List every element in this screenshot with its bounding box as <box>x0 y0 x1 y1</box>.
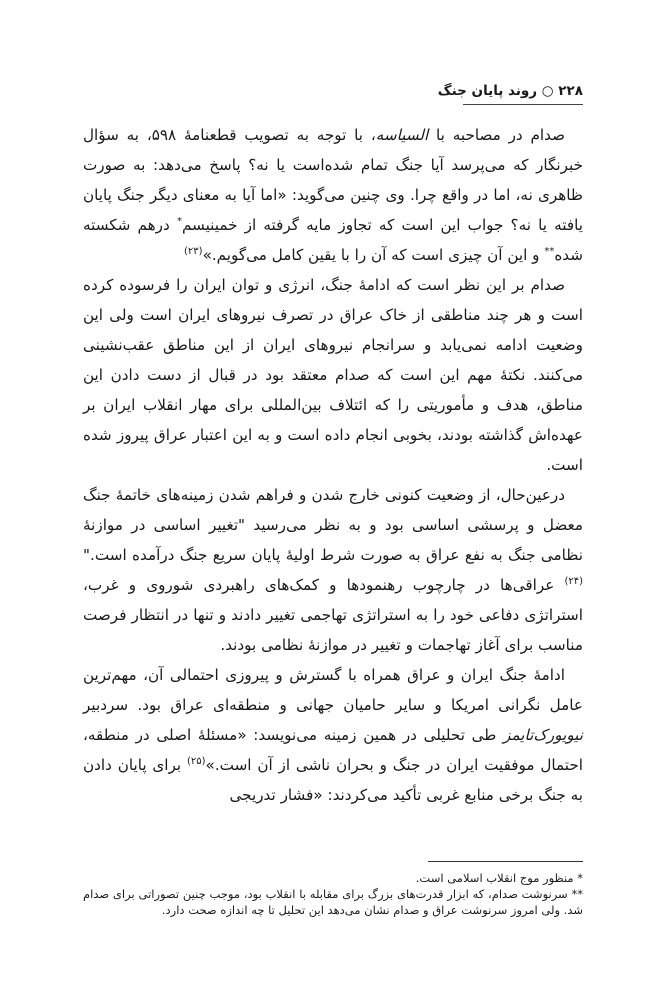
footnote-2: ** سرنوشت صدام، که ابزار قدرت‌های بزرگ برای مقابله با انقلاب بود، موجب چنین تصوراتی برای صدام شد. ولی امروز سرنوشت عراق و صدام نشان می‌دهد این تحلیل تا چه اندازه صحت دارد. <box>83 887 583 917</box>
footnote-marker-2: ** <box>544 245 555 257</box>
reference-25: (۲۵) <box>186 755 206 767</box>
paragraph-4 <box>83 660 583 810</box>
paragraph-2-text: صدام بر این نظر است که ادامهٔ جنگ، انرژی و توان ایران را فرسوده کرده است و هر چند مناطقی از خاک عراق در تصرف نیروهای ایران است ولی این وضعیت ادامه نمی‌یابد و سرانجام نیروهای ایران از این مناطق عقب‌نشینی می‌کنند. نکتهٔ مهم این است که صدام معتقد بود در قبال از دست دادن این مناطق، هدف و مأموریتی را که ائتلاف بین‌المللی برای مهار انقلاب ایران بر عهده‌اش گذاشته بودند، بخوبی انجام داده است و به این اعتبار عراق پیروز شده است. <box>83 276 583 474</box>
paragraph-1-text-a: صدام در مصاحبه با <box>428 126 565 144</box>
paragraph-2 <box>83 270 583 480</box>
reference-24: (۲۴) <box>564 575 583 587</box>
footnote-marker-1: * <box>176 215 182 227</box>
page-number: ۲۲۸ <box>558 83 583 99</box>
paragraph-1-text-c: درهم شکسته شده <box>83 216 583 264</box>
paragraph-1 <box>83 120 583 270</box>
paragraph-1-italic-title: السیاسه <box>375 126 429 144</box>
header-separator-icon: ○ <box>541 83 554 99</box>
paragraph-1-text-d: و این آن چیزی است که آن را با یقین کامل می‌گویم.» <box>202 246 545 264</box>
header-rule <box>463 104 583 105</box>
reference-23: (۲۳) <box>184 245 203 257</box>
paragraph-4-text-a: ادامهٔ جنگ ایران و عراق همراه با گسترش و پیروزی احتمالی آن، مهم‌ترین عامل نگرانی امریکا و سایر حامیان جهانی و منطقه‌ای عراق بود. سردبیر <box>83 666 583 714</box>
paragraph-4-italic-title: نیویورک‌تایمز <box>503 726 583 744</box>
paragraph-3-text-b: عراقی‌ها در چارچوب رهنمودها و کمک‌های راهبردی شوروی و غرب، استراتژی دفاعی خود را به استراتژی تهاجمی تغییر دادند و تنها در انتظار فرصت مناسب برای آغاز تهاجمات و تغییر در موازنهٔ نظامی بودند. <box>83 576 583 654</box>
paragraph-4-text-c: برای پایان دادن به جنگ برخی منابع غربی تأکید می‌کردند: «فشار تدریجی <box>83 756 583 804</box>
footnote-1: * منظور موج انقلاب اسلامی است. <box>415 871 583 885</box>
paragraph-1-text-b: ، با توجه به تصویب قطعنامهٔ ۵۹۸، به سؤال خبرنگار که می‌پرسد آیا جنگ تمام شده‌است یا نه؟ پاسخ می‌دهد: به صورت ظاهری نه، اما در واقع چرا. وی چنین می‌گوید: «اما آیا به معنای دیگر جنگ پایان یافته یا نه؟ جواب این است که تجاوز مایه گرفته از خمینیسم <box>83 126 584 234</box>
footnotes <box>83 870 583 918</box>
paragraph-3 <box>83 480 583 660</box>
paragraph-3-text-a: درعین‌حال، از وضعیت کنونی خارج شدن و فراهم شدن زمینه‌های خاتمهٔ جنگ معضل و پرسشی اساسی بود و به نظر می‌رسید "تغییر اساسی در موازنهٔ نظامی جنگ به نفع عراق به صورت شرط اولیهٔ پایان سریع جنگ درآمده است." <box>83 486 583 564</box>
running-title: روند پایان جنگ <box>437 83 538 99</box>
header-line <box>438 83 583 99</box>
paragraph-4-text-b: طی تحلیلی در همین زمینه می‌نویسد: «مسئلهٔ اصلی در منطقه، احتمال موفقیت ایران در جنگ و بحران ناشی از آن است.» <box>83 726 583 774</box>
body-text <box>83 120 583 810</box>
footnote-rule <box>428 861 583 862</box>
running-header <box>83 80 583 104</box>
